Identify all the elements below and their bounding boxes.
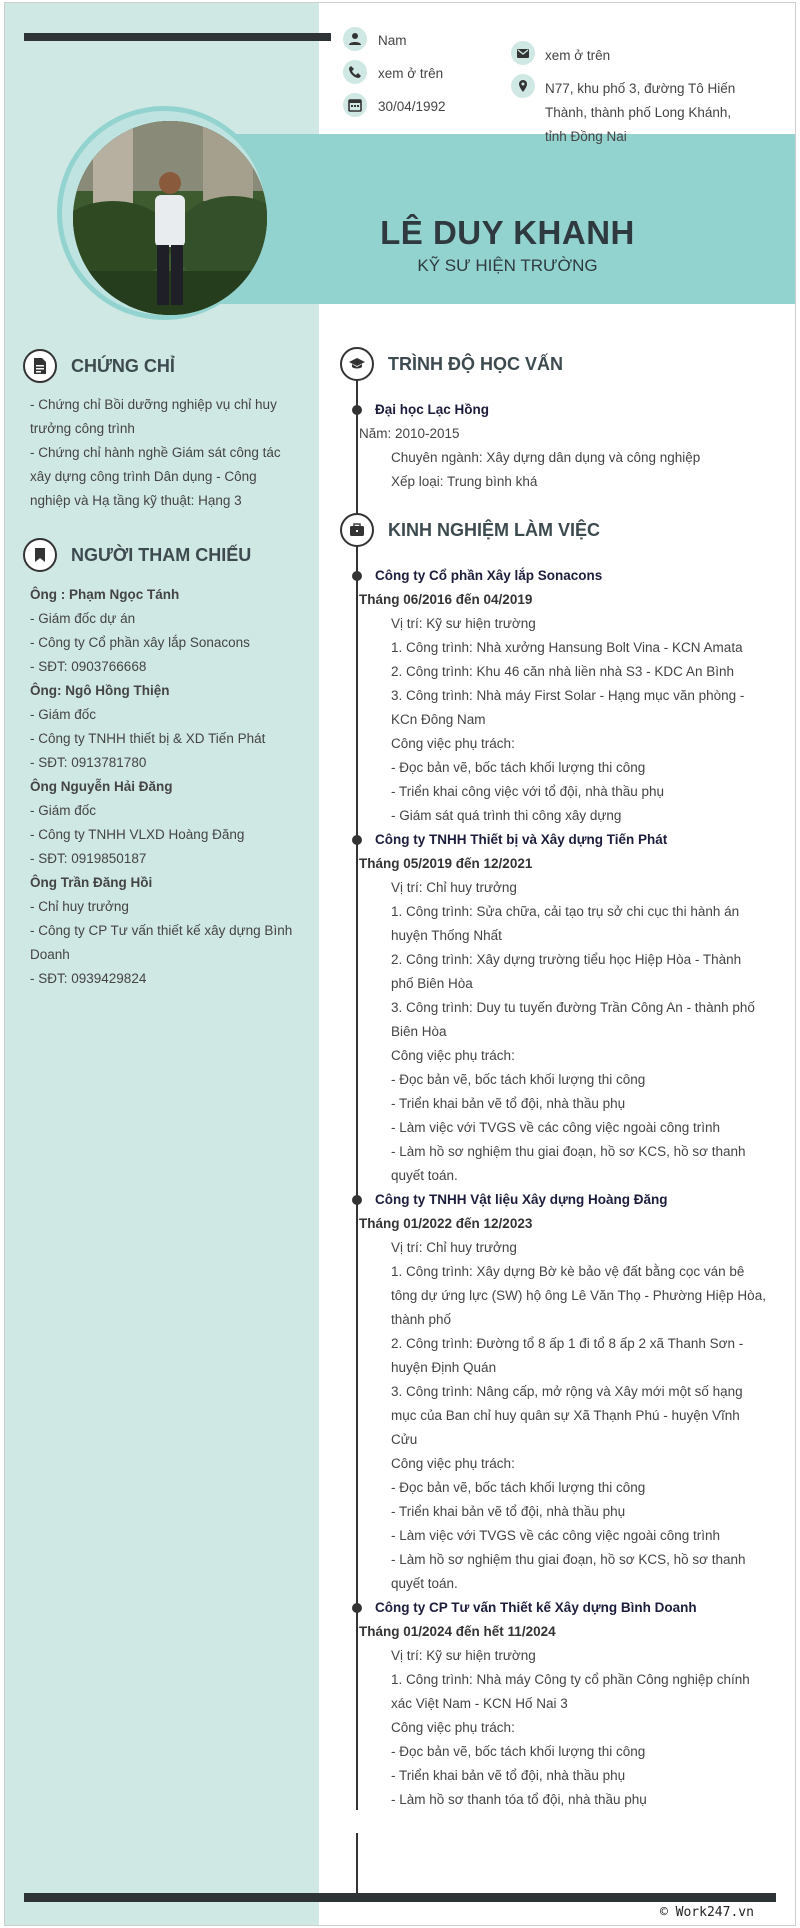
experience-line: Vị trí: Chỉ huy trưởng	[391, 1240, 517, 1255]
education-major: Chuyên ngành: Xây dựng dân dụng và công nghiệp	[391, 450, 701, 465]
reference-line: - SĐT: 0903766668	[30, 659, 147, 674]
experience-line: KCn Đông Nam	[391, 712, 486, 727]
timeline-dot	[352, 405, 362, 415]
reference-name: Ông : Phạm Ngọc Tánh	[30, 587, 180, 602]
timeline-dot	[352, 571, 362, 581]
experience-line: - Làm hồ sơ nghiệm thu giai đoạn, hồ sơ KCS, hồ sơ thanh	[391, 1144, 746, 1159]
reference-line: - SĐT: 0939429824	[30, 971, 147, 986]
location-icon	[511, 74, 535, 98]
experience-line: huyện Định Quán	[391, 1360, 497, 1375]
reference-line: - Giám đốc	[30, 707, 97, 722]
reference-line: - SĐT: 0913781780	[30, 755, 147, 770]
education-title: TRÌNH ĐỘ HỌC VẤN	[388, 353, 563, 374]
certificate-line: xây dựng công trình Dân dụng - Công	[30, 469, 257, 484]
company-name: Công ty TNHH Vật liệu Xây dựng Hoàng Đăng	[375, 1192, 668, 1207]
references-list	[30, 583, 296, 991]
experience-line: quyết toán.	[391, 1576, 458, 1591]
references-heading	[23, 538, 251, 572]
experience-line: 2. Công trình: Khu 46 căn nhà liền nhà S3 - KDC An Bình	[391, 664, 734, 679]
reference-line: - Công ty TNHH thiết bị & XD Tiến Phát	[30, 731, 266, 746]
reference-line: - Giám đốc dự án	[30, 611, 136, 626]
certificate-icon	[23, 349, 57, 383]
briefcase-icon	[340, 513, 374, 547]
calendar-icon	[343, 93, 367, 117]
experience-line: huyện Thống Nhất	[391, 928, 502, 943]
avatar	[73, 121, 267, 315]
experience-line: 3. Công trình: Duy tu tuyến đường Trần Công An - thành phố	[391, 1000, 755, 1015]
education-heading	[340, 347, 563, 381]
experience-line: - Giám sát quá trình thi công xây dựng	[391, 808, 622, 823]
timeline-dot	[352, 835, 362, 845]
experience-line: 1. Công trình: Sửa chữa, cải tạo trụ sở chi cục thi hành án	[391, 904, 740, 919]
certificate-line: trưởng công trình	[30, 421, 135, 436]
top-bar	[24, 33, 331, 41]
experience-line: 2. Công trình: Đường tổ 8 ấp 1 đi tổ 8 ấp 2 xã Thanh Sơn -	[391, 1336, 744, 1351]
timeline-dot	[352, 1603, 362, 1613]
experience-line: 1. Công trình: Nhà máy Công ty cổ phần Công nghiệp chính	[391, 1672, 750, 1687]
full-name: LÊ DUY KHANH	[380, 214, 635, 251]
school-name: Đại học Lạc Hồng	[375, 402, 490, 417]
education-years: Năm: 2010-2015	[359, 426, 460, 441]
reference-line: - Công ty CP Tư vấn thiết kế xây dựng Bình	[30, 923, 293, 938]
experience-line: Vị trí: Kỹ sư hiện trường	[391, 616, 536, 631]
bottom-bar	[24, 1893, 776, 1902]
address-line: tỉnh Đồng Nai	[545, 129, 627, 144]
experience-line: 2. Công trình: Xây dựng trường tiểu học Hiệp Hòa - Thành	[391, 952, 742, 967]
employment-period: Tháng 05/2019 đến 12/2021	[359, 856, 533, 871]
experience-line: Công việc phụ trách:	[391, 736, 515, 751]
reference-line: Doanh	[30, 947, 70, 962]
reference-name: Ông Nguyễn Hải Đăng	[30, 779, 173, 794]
certificate-line: - Chứng chỉ Bồi dưỡng nghiệp vụ chỉ huy	[30, 397, 277, 412]
reference-line: - Công ty Cổ phần xây lắp Sonacons	[30, 635, 250, 650]
reference-line: - SĐT: 0919850187	[30, 851, 147, 866]
reference-name: Ông Trần Đăng Hồi	[30, 875, 153, 890]
experience-line: xác Việt Nam - KCN Hố Nai 3	[391, 1696, 568, 1711]
timeline-line-bottom	[356, 1833, 358, 1893]
experience-line: phố Biên Hòa	[391, 976, 473, 991]
education-grade: Xếp loại: Trung bình khá	[391, 474, 538, 489]
email-icon	[511, 41, 535, 65]
experience-line: - Triển khai bản vẽ tổ đội, nhà thầu phụ	[391, 1768, 626, 1783]
experience-line: - Triển khai bản vẽ tổ đội, nhà thầu phụ	[391, 1096, 626, 1111]
employment-period: Tháng 01/2022 đến 12/2023	[359, 1216, 533, 1231]
experience-line: 3. Công trình: Nâng cấp, mở rộng và Xây mới một số hạng	[391, 1384, 743, 1399]
reference-line: - Chỉ huy trưởng	[30, 899, 129, 914]
experience-line: 1. Công trình: Xây dựng Bờ kè bảo vệ đất bằng cọc ván bê	[391, 1264, 745, 1279]
certificates-list	[30, 393, 296, 513]
reference-line: - Công ty TNHH VLXD Hoàng Đăng	[30, 827, 245, 842]
experience-line: Cửu	[391, 1432, 418, 1447]
address-line: Thành, thành phố Long Khánh,	[545, 105, 732, 120]
company-name: Công ty Cổ phần Xây lắp Sonacons	[375, 568, 603, 583]
certificate-line: nghiệp và Hạ tầng kỹ thuật: Hạng 3	[30, 493, 242, 508]
experience-line: Vị trí: Kỹ sư hiện trường	[391, 1648, 536, 1663]
experience-line: thành phố	[391, 1312, 452, 1327]
experience-line: - Làm việc với TVGS về các công việc ngoài công trình	[391, 1528, 721, 1543]
experience-line: Công việc phụ trách:	[391, 1720, 515, 1735]
certificate-line: - Chứng chỉ hành nghề Giám sát công tác	[30, 445, 281, 460]
experience-line: Công việc phụ trách:	[391, 1048, 515, 1063]
experience-line: - Làm hồ sơ nghiệm thu giai đoạn, hồ sơ KCS, hồ sơ thanh	[391, 1552, 746, 1567]
job-title: KỸ SƯ HIỆN TRƯỜNG	[417, 256, 598, 275]
user-icon	[343, 27, 367, 51]
references-title: NGƯỜI THAM CHIẾU	[71, 544, 252, 565]
email-text: xem ở trên	[545, 48, 611, 63]
certificates-title: CHỨNG CHỈ	[71, 355, 175, 376]
certificates-heading	[23, 349, 175, 383]
experience-line: Công việc phụ trách:	[391, 1456, 515, 1471]
experience-line: - Đọc bản vẽ, bốc tách khối lượng thi công	[391, 1744, 646, 1759]
experience-title: KINH NGHIỆM LÀM VIỆC	[388, 519, 601, 540]
experience-line: Vị trí: Chỉ huy trưởng	[391, 880, 517, 895]
employment-period: Tháng 01/2024 đến hết 11/2024	[359, 1624, 556, 1639]
experience-line: tông dự ứng lực (SW) hộ ông Lê Văn Thọ - Phường Hiệp Hòa,	[391, 1288, 766, 1303]
experience-line: - Đọc bản vẽ, bốc tách khối lượng thi công	[391, 760, 646, 775]
experience-line: 1. Công trình: Nhà xưởng Hansung Bolt Vina - KCN Amata	[391, 640, 743, 655]
dob-text: 30/04/1992	[378, 99, 446, 114]
experience-line: - Làm việc với TVGS về các công việc ngoài công trình	[391, 1120, 721, 1135]
company-name: Công ty TNHH Thiết bị và Xây dựng Tiến Phát	[375, 832, 668, 847]
company-name: Công ty CP Tư vấn Thiết kế Xây dựng Bình Doanh	[375, 1600, 697, 1615]
experience-heading	[340, 513, 600, 547]
experience-line: - Đọc bản vẽ, bốc tách khối lượng thi công	[391, 1072, 646, 1087]
gender-text: Nam	[378, 33, 407, 48]
experience-line: - Triển khai bản vẽ tổ đội, nhà thầu phụ	[391, 1504, 626, 1519]
bookmark-icon	[23, 538, 57, 572]
address-line: N77, khu phố 3, đường Tô Hiến	[545, 81, 736, 96]
experience-line: - Đọc bản vẽ, bốc tách khối lượng thi công	[391, 1480, 646, 1495]
experience-line: 3. Công trình: Nhà máy First Solar - Hạng mục văn phòng -	[391, 688, 745, 703]
experience-line: Biên Hòa	[391, 1024, 447, 1039]
graduation-cap-icon	[340, 347, 374, 381]
experience-line: mục của Ban chỉ huy quân sự Xã Thạnh Phú - huyện Vĩnh	[391, 1408, 740, 1423]
employment-period: Tháng 06/2016 đến 04/2019	[359, 592, 533, 607]
experience-line: - Làm hồ sơ thanh tóa tổ đội, nhà thầu phụ	[391, 1792, 647, 1807]
phone-text: xem ở trên	[378, 66, 444, 81]
timeline-dot	[352, 1195, 362, 1205]
footer-credit: © Work247.vn	[660, 1905, 754, 1920]
experience-line: - Triển khai công việc với tổ đội, nhà thầu phụ	[391, 784, 665, 799]
phone-icon	[343, 60, 367, 84]
reference-line: - Giám đốc	[30, 803, 97, 818]
reference-name: Ông: Ngô Hồng Thiện	[30, 683, 170, 698]
experience-line: quyết toán.	[391, 1168, 458, 1183]
